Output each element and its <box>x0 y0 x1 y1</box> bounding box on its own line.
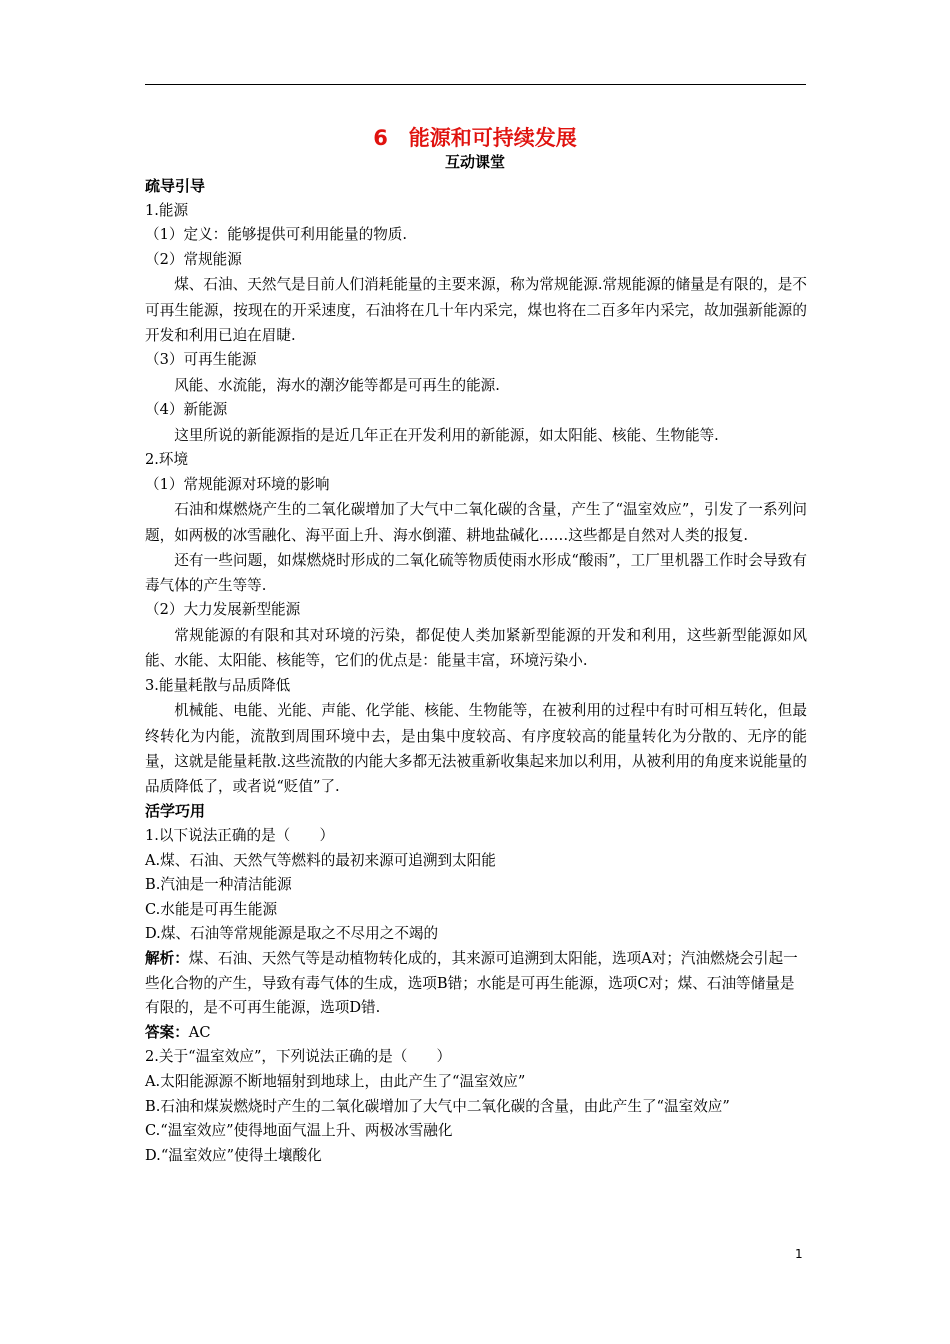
analysis-text: 煤、石油、天然气等是动植物转化成的，其来源可追溯到太阳能，选项A对；汽油燃烧会引起一些化合物的产生，导致有毒气体的生成，选项B错；水能是可再生能源，选项C对；煤、石油等储量是有限的，是不可再生能源，选项D错. <box>145 949 798 1017</box>
question-1-answer <box>145 1021 807 1046</box>
paragraph-conventional: 煤、石油、天然气是目前人们消耗能量的主要来源，称为常规能源.常规能源的储量是有限的，是不可再生能源，按现在的开采速度，石油将在几十年内采完，煤也将在二百多年内采完，故加强新能源的开发和利用已迫在眉睫. <box>145 276 807 344</box>
subheading-environment: 2.环境 <box>145 451 189 469</box>
paragraph-greenhouse: 石油和煤燃烧产生的二氧化碳增加了大气中二氧化碳的含量，产生了“温室效应”，引发了一系列问题，如两极的冰雪融化、海平面上升、海水倒灌、耕地盐碱化……这些都是自然对人类的报复. <box>145 501 807 544</box>
subheading-energy: 1.能源 <box>145 201 189 219</box>
question-2-stem: 2.关于“温室效应”，下列说法正确的是（ ） <box>145 1048 452 1066</box>
page-subtitle: 互动课堂 <box>444 153 505 171</box>
question-1-option-b: B.汽油是一种清洁能源 <box>145 876 292 894</box>
question-2-option-b: B.石油和煤炭燃烧时产生的二氧化碳增加了大气中二氧化碳的含量，由此产生了“温室效应” <box>145 1097 730 1115</box>
item-new-energy-heading: （4）新能源 <box>145 401 228 419</box>
subheading-dissipation: 3.能量耗散与品质降低 <box>145 676 291 694</box>
answer-text: AC <box>188 1023 211 1041</box>
question-1-analysis <box>145 947 807 1021</box>
header-rule <box>145 84 806 85</box>
paragraph-develop: 常规能源的有限和其对环境的污染，都促使人类加紧新型能源的开发和利用，这些新型能源如风能、水能、太阳能、核能等，它们的优点是：能量丰富，环境污染小. <box>145 627 807 670</box>
document-body <box>145 174 807 1168</box>
item-conventional-heading: （2）常规能源 <box>145 250 242 268</box>
question-1-stem: 1.以下说法正确的是（ ） <box>145 826 335 844</box>
question-1-option-a: A.煤、石油、天然气等燃料的最初来源可追溯到太阳能 <box>145 851 496 869</box>
question-1-option-c: C.水能是可再生能源 <box>145 900 278 918</box>
item-develop-heading: （2）大力发展新型能源 <box>145 601 301 619</box>
question-2-option-a: A.太阳能源源不断地辐射到地球上，由此产生了“温室效应” <box>145 1072 526 1090</box>
paragraph-new-energy: 这里所说的新能源指的是近几年正在开发利用的新能源，如太阳能、核能、生物能等. <box>174 426 719 444</box>
question-2-option-c: C.“温室效应”使得地面气温上升、两极冰雪融化 <box>145 1122 453 1140</box>
page-number: 1 <box>795 1247 803 1261</box>
question-2-option-d: D.“温室效应”使得土壤酸化 <box>145 1146 322 1164</box>
question-1-option-d: D.煤、石油等常规能源是取之不尽用之不竭的 <box>145 925 439 943</box>
paragraph-acid-rain: 还有一些问题，如煤燃烧时形成的二氧化硫等物质使雨水形成“酸雨”，工厂里机器工作时会导致有毒气体的产生等等. <box>145 551 807 595</box>
page-title: 6 能源和可持续发展 <box>373 126 577 150</box>
section-heading-practice: 活学巧用 <box>145 802 206 821</box>
analysis-label: 解析： <box>145 949 189 967</box>
item-definition: （1）定义：能够提供可利用能量的物质. <box>145 226 408 244</box>
item-impact-heading: （1）常规能源对环境的影响 <box>145 475 330 493</box>
paragraph-renewable: 风能、水流能，海水的潮汐能等都是可再生的能源. <box>174 376 500 394</box>
answer-label: 答案： <box>145 1023 189 1041</box>
paragraph-dissipation: 机械能、电能、光能、声能、化学能、核能、生物能等，在被利用的过程中有时可相互转化，但最终转化为内能，流散到周围环境中去，是由集中度较高、有序度较高的能量转化为分散的、无序的能量，这就是能量耗散.这些流散的内能大多都无法被重新收集起来加以利用，从被利用的角度来说能量的品质降低了，或者说“贬值”了. <box>145 702 807 796</box>
section-heading-guide: 疏导引导 <box>145 177 206 195</box>
item-renewable-heading: （3）可再生能源 <box>145 351 257 369</box>
